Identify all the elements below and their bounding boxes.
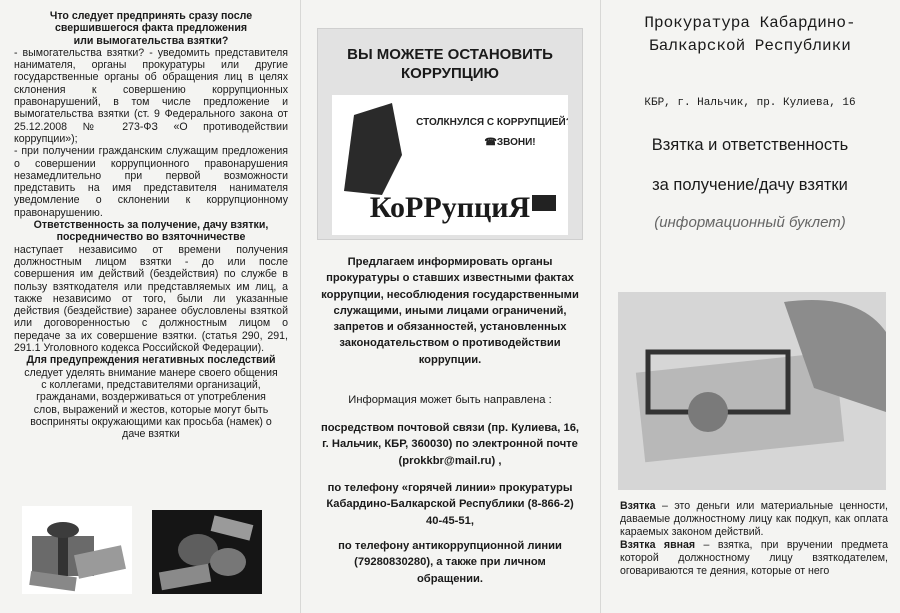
prosecutor-office-title: Прокуратура Кабардино-Балкарской Республики [644, 14, 856, 55]
offer-text: Предлагаем информировать органы прокуратуры о ставших известными фактах коррупции, несоблюдения государственными служащими, иными лицами ограничений, запретов и обязанностей, установленных законодательством о противодействии коррупции. [321, 256, 579, 366]
left-para-civil-servant: - при получении гражданским служащим предложения о совершении коррупционного правонарушения незамедлительно при первой возможности представить на имя представителя нанимателя уведомление о склонении к коррупционному правонарушению. [14, 145, 288, 219]
warning-text: следует уделять внимание манере своего общения с коллегами, представителями организаций, гражданами, воздерживаться от употребления слов, выражений и жестов, которые могут быть восприняты окружающими как просьба (намек) о даче взятки [24, 366, 278, 441]
poster-bubble: СТОЛКНУЛСЯ С КОРРУПЦИЕЙ? [416, 117, 568, 128]
booklet-title-line1: Взятка и ответственность [651, 136, 849, 154]
left-photos [22, 506, 262, 596]
gift-with-money-image [22, 506, 132, 594]
responsibility-text: наступает независимо от времени получения должностным лицом взятки - до или после совершения им действий (бездействия) по службе в пользу взяткодателя или представляемых им лиц, а также независимо от того, были ли указанные действия (бездействие) заранее обусловлены взяткой или договоренностью с должностным лицом о передаче за их совершение взятки. (статья 290, 291, 291.1 Уголовного кодекса Российской Федерации). [14, 243, 288, 355]
definition-explicit-bribe-term: Взятка явная [620, 539, 696, 551]
definition-bribe-term: Взятка [620, 500, 656, 512]
info-heading: Информация может быть направлена : [348, 394, 552, 406]
channel-mail-email: посредством почтовой связи (пр. Кулиева, 16, г. Нальчик, КБР, 360030) по электронной почте (prokkbr@mail.ru) , [320, 422, 580, 467]
booklet-title-line2: за получение/дачу взятки [652, 176, 848, 194]
channel-anticorruption-line: по телефону антикоррупционной линии (79280830280), а также при личном обращении. [338, 540, 562, 585]
left-heading: Что следует предпринять сразу после свершившегося факта предложения или вымогательства взятки? [49, 10, 253, 47]
office-address: КБР, г. Нальчик, пр. Кулиева, 16 [644, 97, 856, 109]
definition-bribe-text: – это деньги или материальные ценности, даваемые должностному лицу как подкуп, как оплата караемых законом действий. [620, 500, 888, 538]
booklet-subtitle: (информационный буклет) [654, 214, 846, 231]
right-panel [600, 0, 900, 613]
definition-explicit-bribe-text: – взятка, при вручении предмета которой должностному лицу взяткодателем, оговариваются те деяния, которые от него [620, 539, 888, 577]
money-trap-image [618, 292, 886, 490]
fist-shape [344, 103, 402, 195]
definitions [620, 500, 888, 578]
poster-call: ☎ЗВОНИ! [484, 137, 536, 148]
poster-title: ВЫ МОЖЕТЕ ОСТАНОВИТЬ КОРРУПЦИЮ [347, 46, 553, 82]
channel-hotline: по телефону «горячей линии» прокуратуры Кабардино-Балкарской Республики (8-866-2) 40-45-51, [326, 482, 574, 527]
briefcase-icon [532, 195, 556, 211]
money-bags-image [152, 510, 262, 594]
left-panel [0, 0, 300, 613]
left-para-notify: - вымогательства взятки? - уведомить представителя нанимателя, органы прокуратуры или другие государственные органы об обращения лиц в целях склонения к совершению коррупционных правонарушений, в том числе предложение и вымогательства взятки (ст. 9 Федерального закона от 25.12.2008 № 273-ФЗ «О противодействии коррупции»); [14, 46, 288, 145]
poster-word: КоРРупциЯ [369, 191, 531, 224]
poster-illustration [332, 95, 568, 235]
responsibility-heading: Ответственность за получение, дачу взятки, посредничество во взяточничестве [33, 219, 269, 244]
warning-lead: Для предупреждения негативных последствий [26, 354, 276, 367]
middle-panel [300, 0, 600, 613]
anti-corruption-poster [317, 28, 583, 240]
